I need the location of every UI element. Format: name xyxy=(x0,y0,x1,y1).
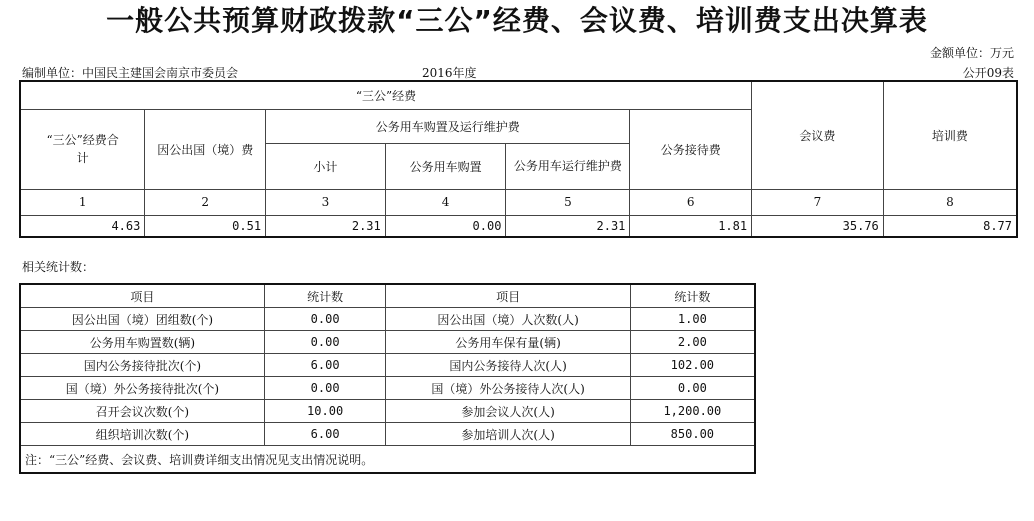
value-subtotal: 2.31 xyxy=(266,215,386,237)
stats-header-count: 统计数 xyxy=(264,284,386,308)
header-vehicle-ops-label: 公务用车运行维护费 xyxy=(513,159,622,173)
header-vehicle-purchase: 公务用车购置 xyxy=(385,143,506,189)
expenditure-table xyxy=(19,80,1018,238)
header-training: 培训费 xyxy=(883,81,1017,189)
stats-value: 6.00 xyxy=(264,423,386,446)
amount-unit: 金额单位：万元 xyxy=(929,46,1014,60)
index-cell: 7 xyxy=(752,189,884,215)
table-row xyxy=(20,423,755,446)
stats-value: 10.00 xyxy=(264,400,386,423)
table-row xyxy=(20,308,755,331)
stats-value: 2.00 xyxy=(630,331,755,354)
stats-item: 国（境）外公务接待人次(人) xyxy=(386,377,630,400)
stats-item: 公务用车保有量(辆) xyxy=(386,331,630,354)
header-total-label: “三公”经费合计 xyxy=(46,133,119,165)
stats-item: 因公出国（境）团组数(个) xyxy=(20,308,264,331)
stats-note: 注：“三公”经费、会议费、培训费详细支出情况见支出情况说明。 xyxy=(20,446,755,474)
organization: 编制单位：中国民主建国会南京市委员会 xyxy=(22,66,239,80)
value-reception: 1.81 xyxy=(630,215,752,237)
index-cell: 1 xyxy=(20,189,145,215)
table-row xyxy=(20,331,755,354)
header-subtotal: 小计 xyxy=(266,143,386,189)
stats-table xyxy=(19,283,756,474)
stats-value: 0.00 xyxy=(264,377,386,400)
stats-value: 850.00 xyxy=(630,423,755,446)
index-cell: 5 xyxy=(506,189,630,215)
header-meeting: 会议费 xyxy=(752,81,884,189)
value-abroad: 0.51 xyxy=(145,215,266,237)
stats-item: 参加会议人次(人) xyxy=(386,400,630,423)
value-total: 4.63 xyxy=(20,215,145,237)
header-sangong: “三公”经费 xyxy=(20,81,752,109)
table-row xyxy=(20,400,755,423)
stats-item: 国内公务接待人次(人) xyxy=(386,354,630,377)
index-cell: 4 xyxy=(385,189,506,215)
report-title: 一般公共预算财政拨款“三公”经费、会议费、培训费支出决算表 xyxy=(106,4,928,37)
index-cell: 2 xyxy=(145,189,266,215)
stats-item: 参加培训人次(人) xyxy=(386,423,630,446)
stats-value: 1,200.00 xyxy=(630,400,755,423)
stats-header-count: 统计数 xyxy=(630,284,755,308)
stats-item: 召开会议次数(个) xyxy=(20,400,264,423)
index-cell: 3 xyxy=(266,189,386,215)
header-vehicle-ops xyxy=(506,143,630,189)
stats-item: 国（境）外公务接待批次(个) xyxy=(20,377,264,400)
stats-header-item: 项目 xyxy=(386,284,630,308)
stats-item: 公务用车购置数(辆) xyxy=(20,331,264,354)
stats-caption: 相关统计数： xyxy=(22,260,95,274)
stats-value: 0.00 xyxy=(264,308,386,331)
value-training: 8.77 xyxy=(883,215,1017,237)
value-vehicle-ops: 2.31 xyxy=(506,215,630,237)
stats-item: 国内公务接待批次(个) xyxy=(20,354,264,377)
header-total xyxy=(20,109,145,189)
table-number: 公开09表 xyxy=(962,66,1014,80)
stats-item: 组织培训次数(个) xyxy=(20,423,264,446)
stats-value: 1.00 xyxy=(630,308,755,331)
fiscal-year: 2016年度 xyxy=(422,66,477,80)
stats-value: 102.00 xyxy=(630,354,755,377)
stats-value: 0.00 xyxy=(264,331,386,354)
header-abroad: 因公出国（境）费 xyxy=(145,109,266,189)
stats-header-item: 项目 xyxy=(20,284,264,308)
stats-item: 因公出国（境）人次数(人) xyxy=(386,308,630,331)
value-meeting: 35.76 xyxy=(752,215,884,237)
stats-value: 6.00 xyxy=(264,354,386,377)
header-vehicle-group: 公务用车购置及运行维护费 xyxy=(266,109,630,143)
table-row xyxy=(20,354,755,377)
index-cell: 8 xyxy=(883,189,1017,215)
stats-value: 0.00 xyxy=(630,377,755,400)
header-reception: 公务接待费 xyxy=(630,109,752,189)
index-cell: 6 xyxy=(630,189,752,215)
value-vehicle-purchase: 0.00 xyxy=(385,215,506,237)
table-row xyxy=(20,377,755,400)
